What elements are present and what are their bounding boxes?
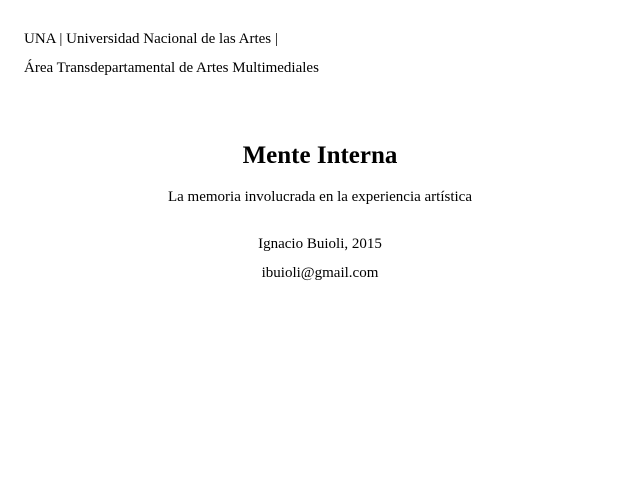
department-header: Área Transdepartamental de Artes Multimediales — [24, 60, 319, 76]
author-email: ibuioli@gmail.com — [261, 265, 379, 281]
document-title: Mente Interna — [242, 142, 398, 169]
author-line: Ignacio Buioli, 2015 — [258, 236, 382, 252]
institution-header: UNA | Universidad Nacional de las Artes | — [24, 31, 278, 47]
document-subtitle: La memoria involucrada en la experiencia artística — [167, 189, 472, 205]
